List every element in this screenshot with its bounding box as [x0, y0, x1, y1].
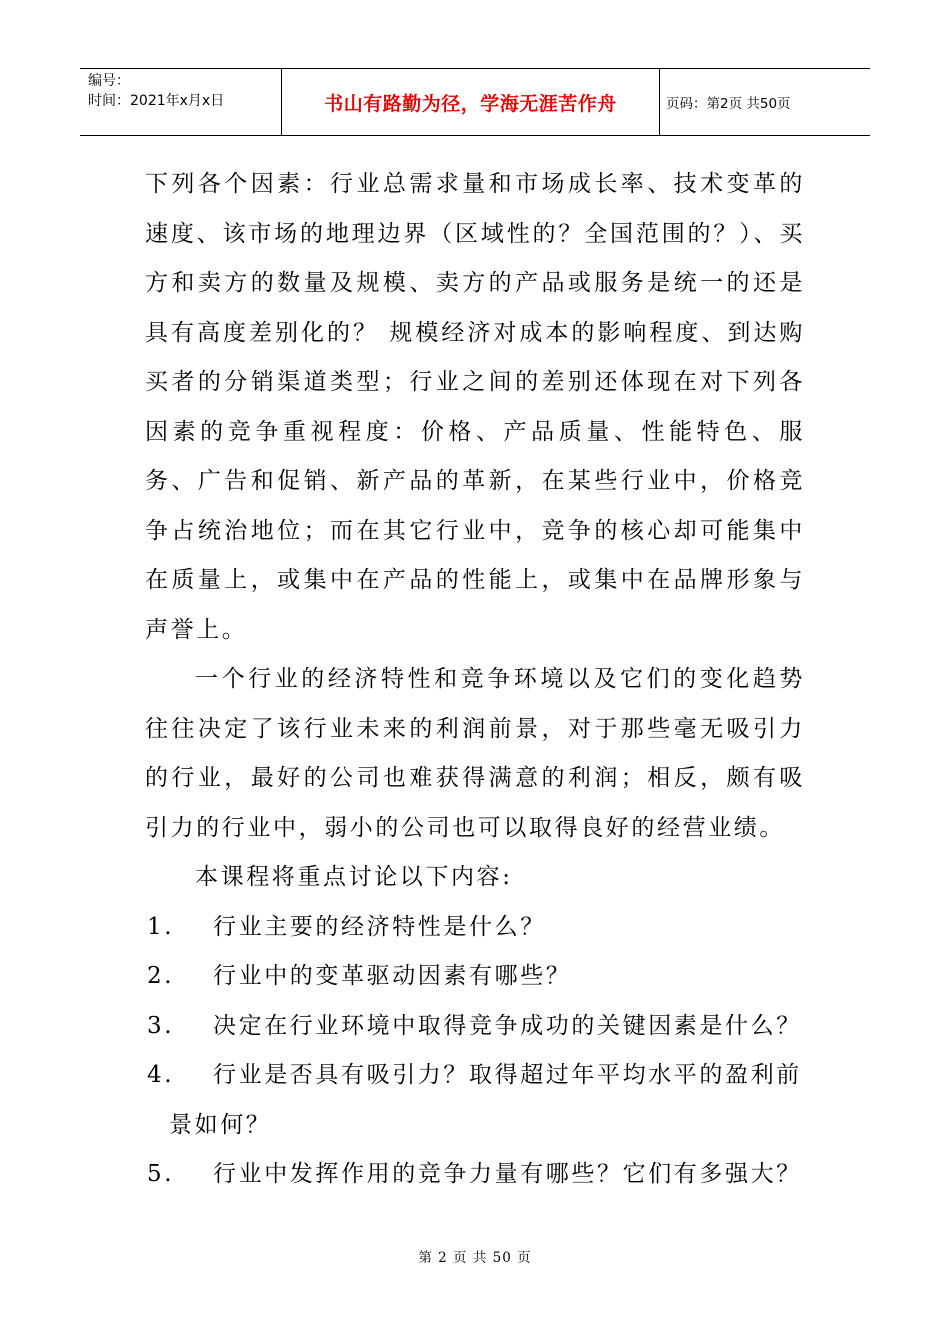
- list-text: 行业中的变革驱动因素有哪些？: [213, 963, 572, 989]
- paragraph-1: 下列各个因素：行业总需求量和市场成长率、技术变革的速度、该市场的地理边界（区域性的？全国范围的？）、买方和卖方的数量及规模、卖方的产品或服务是统一的还是具有高度差别化的？ 规模经济对成本的影响程度、到达购买者的分销渠道类型；行业之间的差别还体现在对下列各因素的竞争重视程度：价格、产品质量、性能特色、服务、广告和促销、新产品的革新，在某些行业中，价格竞争占统治地位；而在其它行业中，竞争的核心却可能集中在质量上，或集中在产品的性能上，或集中在品牌形象与声誉上。: [145, 171, 805, 643]
- list-number: 4.: [147, 1062, 175, 1088]
- list-item: [145, 1051, 805, 1150]
- header-motto: 书山有路勤为径，学海无涯苦作舟: [281, 69, 660, 135]
- number-label: 编号：: [88, 73, 130, 89]
- page-footer: 第 2 页 共 50 页: [418, 1250, 532, 1266]
- date-label: 时间：2021年x月x日: [88, 93, 225, 109]
- list-text: 决定在行业环境中取得竞争成功的关键因素是什么？: [213, 1012, 802, 1039]
- header-page-info: 页码：第2页 共50页: [666, 96, 791, 112]
- list-text-continuation: 景如何？: [169, 1111, 272, 1138]
- document-body: [145, 160, 805, 1200]
- list-item: [145, 952, 805, 1002]
- header-meta: [80, 69, 281, 135]
- question-list: [145, 903, 805, 1200]
- list-text: 行业中发挥作用的竞争力量有哪些？它们有多强大？: [213, 1161, 802, 1187]
- paragraph-2: 一个行业的经济特性和竞争环境以及它们的变化趋势往往决定了该行业未来的利润前景，对于那些毫无吸引力的行业，最好的公司也难获得满意的利润；相反，颇有吸引力的行业中，弱小的公司也可以取得良好的经营业绩。: [145, 666, 805, 841]
- list-number: 5.: [147, 1161, 175, 1187]
- list-item: [145, 903, 805, 953]
- list-text: 行业主要的经济特性是什么？: [213, 913, 546, 940]
- list-number: 2.: [147, 963, 175, 989]
- paragraph-3: 本课程将重点讨论以下内容:: [195, 864, 513, 890]
- list-number: 3.: [147, 1012, 175, 1039]
- list-item: [145, 1150, 805, 1200]
- list-number: 1.: [147, 913, 175, 940]
- list-item: [145, 1002, 805, 1052]
- list-text: 行业是否具有吸引力？取得超过年平均水平的盈利前: [213, 1062, 802, 1088]
- page-header: [80, 68, 870, 136]
